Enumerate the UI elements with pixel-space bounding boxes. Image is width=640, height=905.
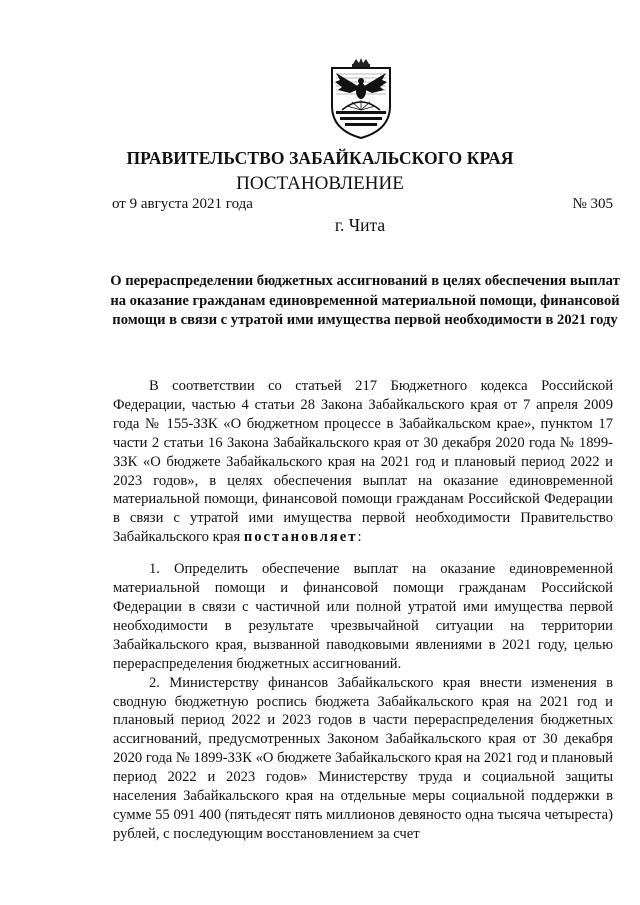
organization-title: ПРАВИТЕЛЬСТВО ЗАБАЙКАЛЬСКОГО КРАЯ: [126, 148, 514, 168]
document-type: ПОСТАНОВЛЕНИЕ: [236, 173, 404, 194]
document-city: г. Чита: [334, 215, 386, 235]
preamble-text: В соответствии со статьей 217 Бюджетного кодекса Российской Федерации, частью 4 статьи 28 Закона Забайкальского края от 7 апреля 2009 года № 155-ЗЗК «О бюджетном процессе в Забайкальском крае», пунктом 17 части 2 статьи 16 Закона Забайкальского края от 30 декабря 2020 года № 1899-ЗЗК «О бюджете Забайкальского края на 2021 год и плановый период 2022 и 2023 годов», в целях обеспечения выплат на оказание единовременной материальной помощи, финансовой помощи гражданам Российской Федерации в связи с утратой ими имущества первой необходимости Правительство Забайкальского края: [113, 378, 613, 546]
coat-of-arms-emblem-icon: [328, 58, 394, 140]
decree-colon: :: [357, 529, 362, 546]
document-subject: О перераспределении бюджетных ассигнований в целях обеспечения выплат на оказание гражданам единовременной материальной помощи, финансовой помощи в связи с утратой ими имущества первой необходимости в 2021 году: [110, 273, 620, 329]
document-date: от 9 августа 2021 года: [112, 196, 253, 212]
decree-word: постановляет: [243, 529, 358, 546]
preamble-paragraph: [113, 377, 613, 547]
document-number: № 305: [572, 196, 613, 212]
item-2-paragraph: 2. Министерству финансов Забайкальского края внести изменения в сводную бюджетную роспись бюджета Забайкальского края на 2021 год и плановый период 2022 и 2023 годов в части перераспределения бюджетных ассигнований, предусмотренных Законом Забайкальского края от 30 декабря 2020 года № 1899-ЗЗК «О бюджете Забайкальского края на 2021 год и плановый период 2022 и 2023 годов» Министерству труда и социальной защиты населения Забайкальского края на отдельные меры социальной поддержки в сумме 55 091 400 (пятьдесят пять миллионов девяносто одна тысяча четыреста) рублей, с последующим восстановлением за счет: [113, 674, 613, 842]
document-body: [113, 377, 613, 844]
item-1-paragraph: 1. Определить обеспечение выплат на оказание единовременной материальной помощи и финансовой помощи гражданам Российской Федерации в связи с частичной или полной утратой ими имущества первой необходимости в результате чрезвычайной ситуации на территории Забайкальского края, вызванной паводковыми явлениями в 2021 году, целью перераспределения бюджетных ассигнований.: [113, 561, 613, 672]
